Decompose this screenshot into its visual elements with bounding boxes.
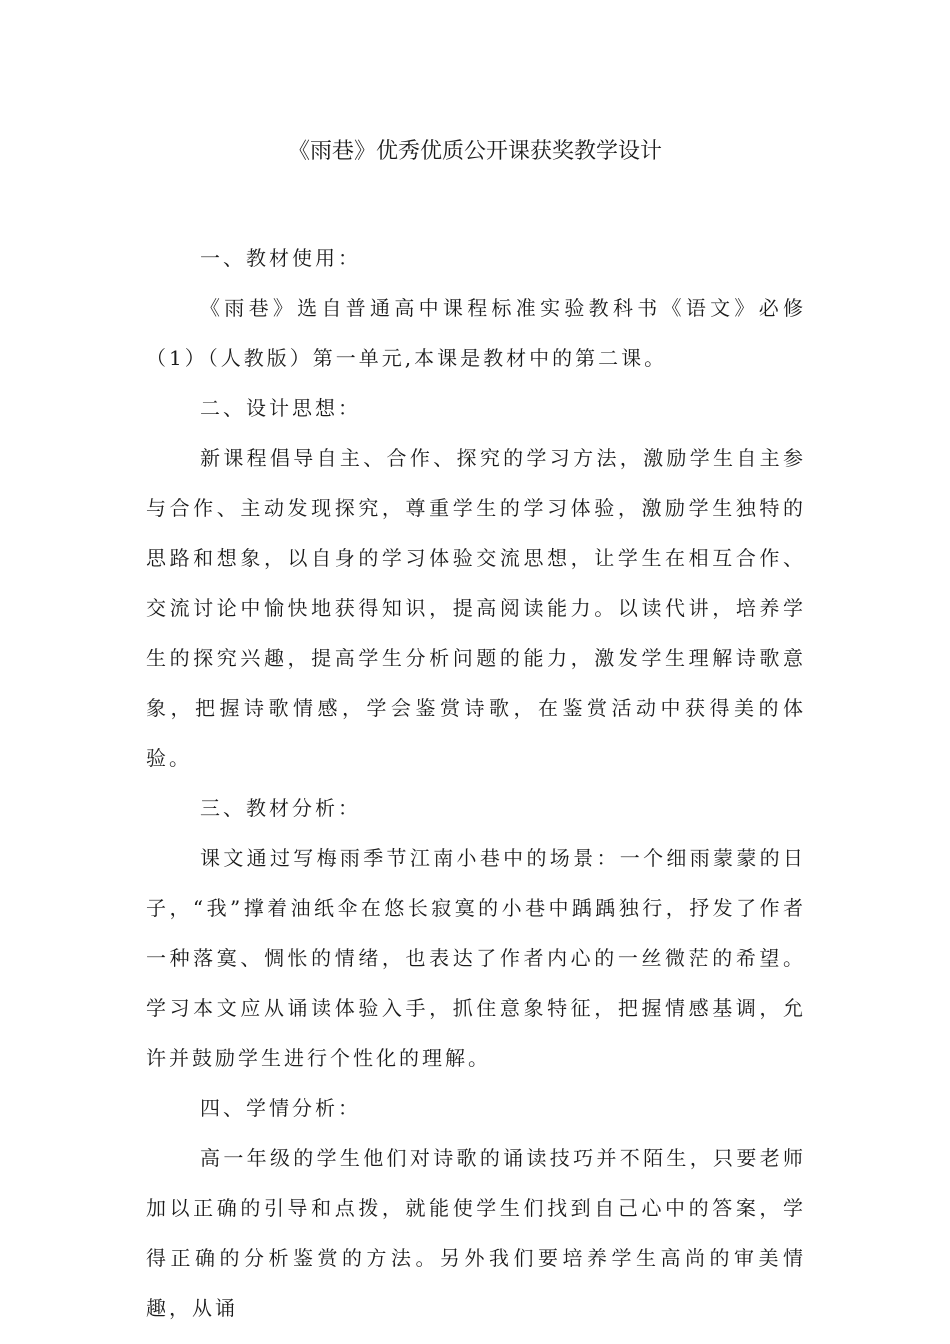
section-heading-student-analysis: 四、学情分析：: [200, 1096, 361, 1120]
document-body: [146, 233, 806, 1333]
section-paragraph-text-analysis: 课文通过写梅雨季节江南小巷中的场景：一个细雨蒙蒙的日子，“我”撑着油纸伞在悠长寂寞的小巷中踽踽独行，抒发了作者一种落寞、惆怅的情绪，也表达了作者内心的一丝微茫的希望。学习本文应从诵读体验入手，抓住意象特征，把握情感基调，允许并鼓励学生进行个性化的理解。: [146, 846, 806, 1070]
section-paragraph-materials: 《雨巷》选自普通高中课程标准实验教科书《语文》必修（1）（人教版）第一单元,本课是教材中的第二课。: [146, 296, 806, 370]
section-paragraph-student-analysis: 高一年级的学生他们对诗歌的诵读技巧并不陌生，只要老师加以正确的引导和点拨，就能使学生们找到自己心中的答案，学得正确的分析鉴赏的方法。另外我们要培养学生高尚的审美情趣，从诵: [146, 1146, 806, 1320]
section-heading-materials: 一、教材使用：: [200, 246, 361, 270]
section-paragraph-design-idea: 新课程倡导自主、合作、探究的学习方法，激励学生自主参与合作、主动发现探究，尊重学生的学习体验，激励学生独特的思路和想象，以自身的学习体验交流思想，让学生在相互合作、交流讨论中愉快地获得知识，提高阅读能力。以读代讲，培养学生的探究兴趣，提高学生分析问题的能力，激发学生理解诗歌意象，把握诗歌情感，学会鉴赏诗歌，在鉴赏活动中获得美的体验。: [146, 446, 806, 770]
document-title: 《雨巷》优秀优质公开课获奖教学设计: [287, 139, 662, 164]
section-heading-design-idea: 二、设计思想：: [200, 396, 361, 420]
section-heading-text-analysis: 三、教材分析：: [200, 796, 361, 820]
